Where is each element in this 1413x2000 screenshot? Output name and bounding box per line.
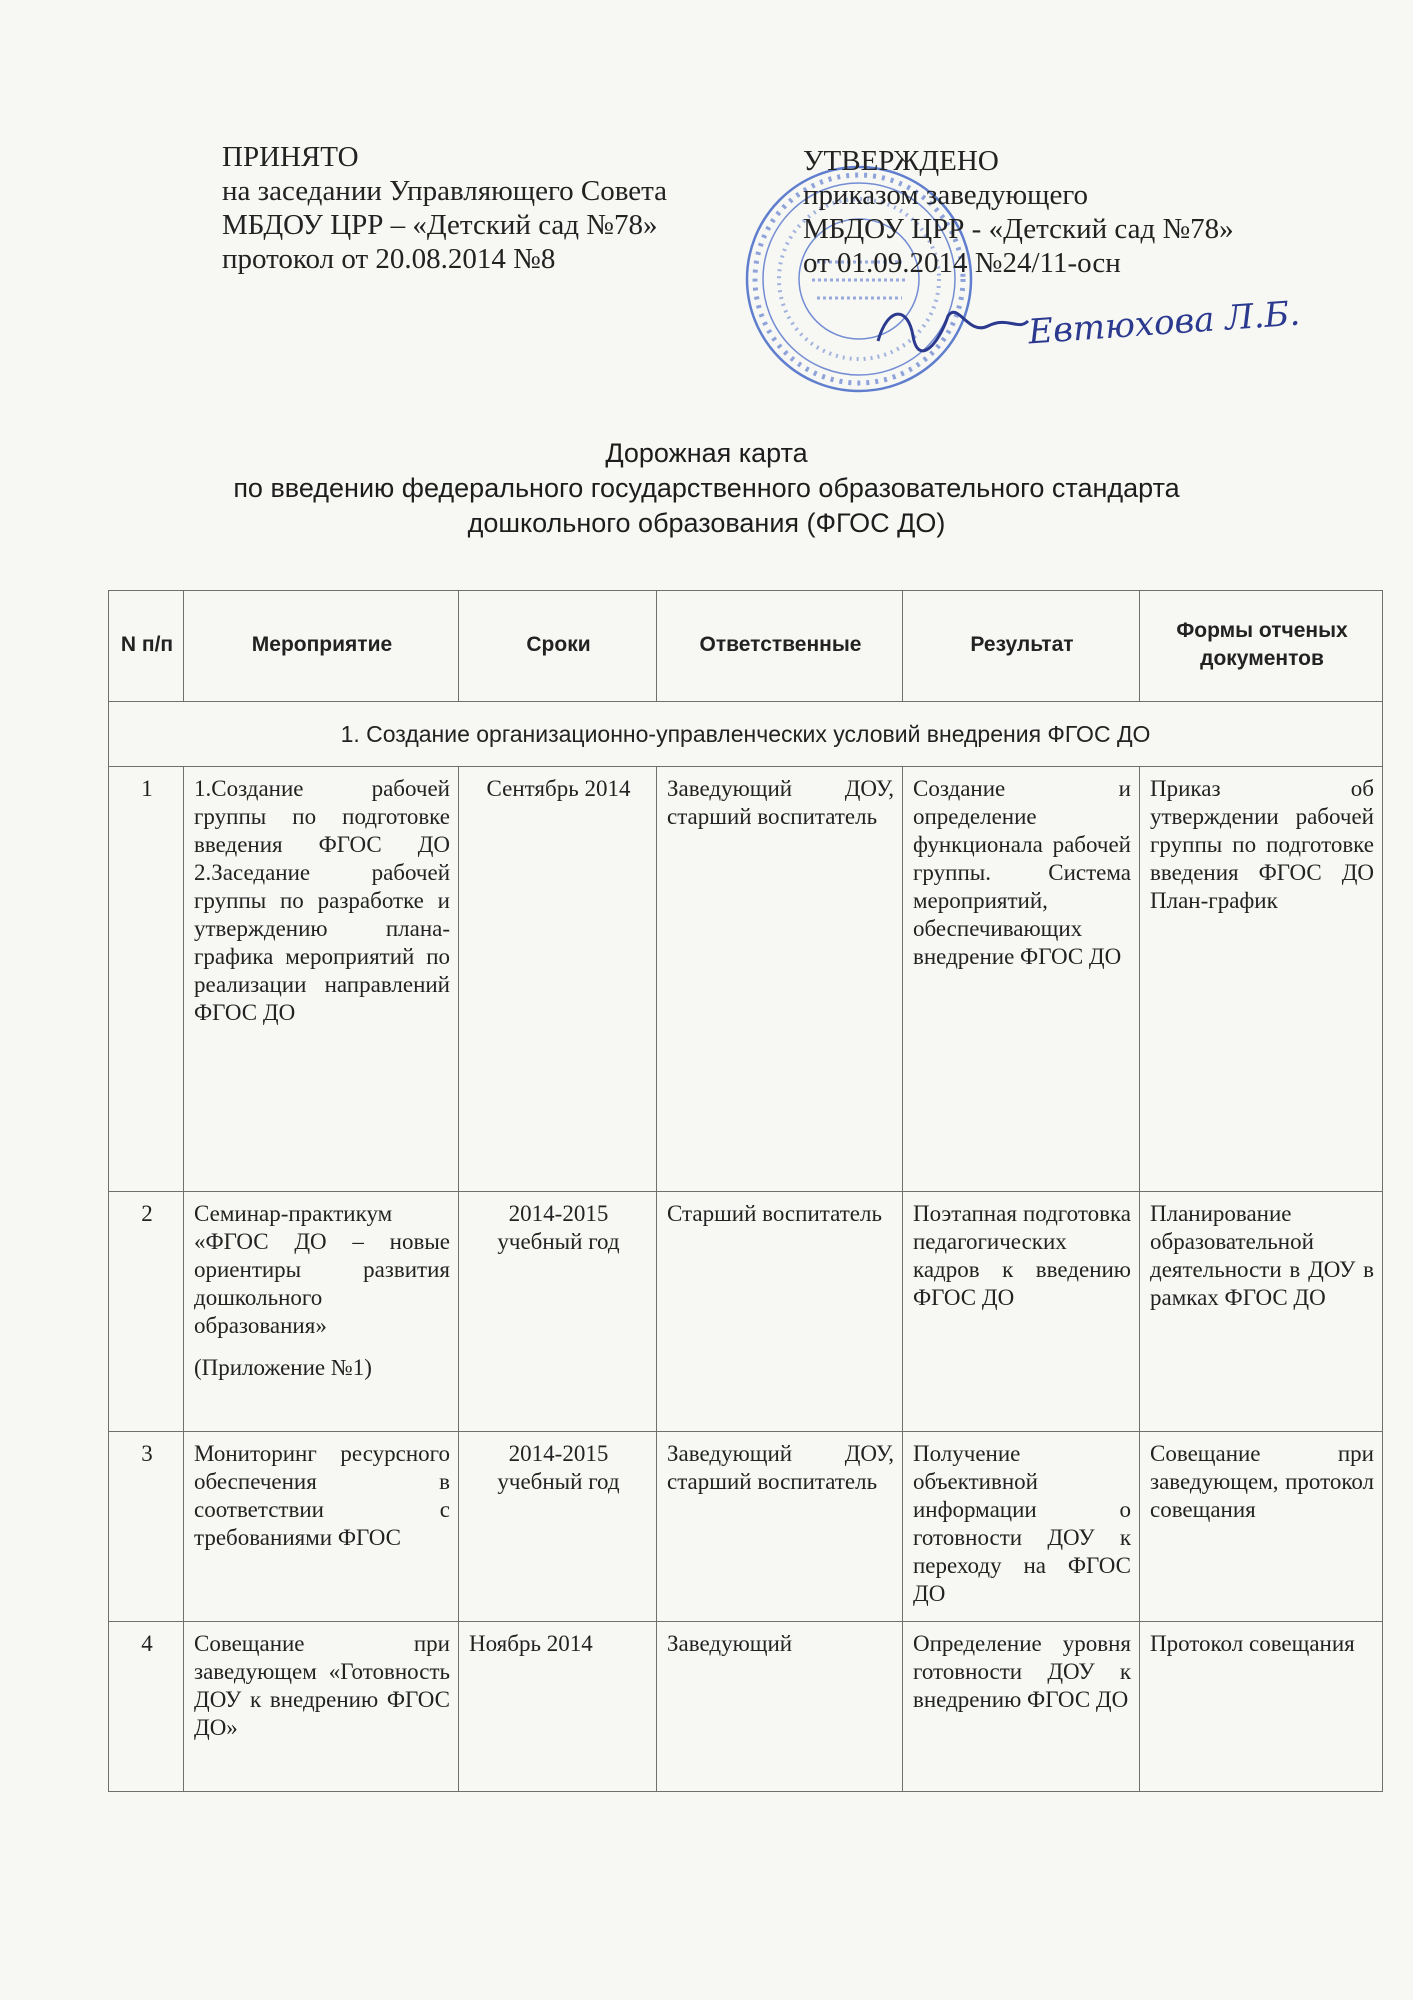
documents-cell: Приказ об утверждении рабочей группы по подготовке введения ФГОС ДО План-график: [1140, 767, 1383, 1192]
title-line: по введению федерального государственного образовательного стандарта: [233, 473, 1180, 503]
result-cell: Получение объективной информации о готовности ДОУ к переходу на ФГОС ДО: [903, 1432, 1140, 1622]
column-header: Сроки: [459, 591, 657, 702]
result-cell: Создание и определение функционала рабочей группы. Система мероприятий, обеспечивающих внедрение ФГОС ДО: [903, 767, 1140, 1192]
signature-name: Евтюхова Л.Б.: [1026, 293, 1302, 353]
approved-block: [803, 144, 1234, 280]
document-title: [0, 436, 1413, 541]
responsible-cell: Заведующий ДОУ, старший воспитатель: [657, 767, 903, 1192]
documents-cell: Совещание при заведующем, протокол совещания: [1140, 1432, 1383, 1622]
deadline-cell: 2014-2015 учебный год: [459, 1432, 657, 1622]
accepted-block: [222, 140, 667, 276]
result-cell: Поэтапная подготовка педагогических кадров к введению ФГОС ДО: [903, 1192, 1140, 1432]
column-header: N п/п: [109, 591, 184, 702]
event-note: (Приложение №1): [194, 1355, 372, 1380]
accepted-line: протокол от 20.08.2014 №8: [222, 243, 556, 275]
row-number: 1: [109, 767, 184, 1192]
table-row: [109, 1192, 1383, 1432]
table-row: [109, 1432, 1383, 1622]
accepted-heading: ПРИНЯТО: [222, 141, 359, 173]
title-line: Дорожная карта: [605, 438, 808, 468]
responsible-cell: Заведующий ДОУ, старший воспитатель: [657, 1432, 903, 1622]
deadline-cell: Сентябрь 2014: [459, 767, 657, 1192]
column-header: Мероприятие: [184, 591, 459, 702]
column-header: Формы отченых документов: [1140, 591, 1383, 702]
approved-line: от 01.09.2014 №24/11-осн: [803, 247, 1121, 279]
responsible-cell: Заведующий: [657, 1622, 903, 1792]
event-cell: Мониторинг ресурсного обеспечения в соответствии с требованиями ФГОС: [184, 1432, 459, 1622]
event-text: Семинар-практикум «ФГОС ДО – новые ориентиры развития дошкольного образования»: [194, 1201, 450, 1338]
accepted-line: на заседании Управляющего Совета: [222, 175, 668, 207]
event-cell: [184, 1192, 459, 1432]
table-row: [109, 767, 1383, 1192]
row-number: 3: [109, 1432, 184, 1622]
table-row: [109, 1622, 1383, 1792]
title-line: дошкольного образования (ФГОС ДО): [467, 508, 946, 538]
roadmap-table: [108, 590, 1383, 1792]
result-cell: Определение уровня готовности ДОУ к внедрению ФГОС ДО: [903, 1622, 1140, 1792]
column-header: Ответственные: [657, 591, 903, 702]
documents-cell: Протокол совещания: [1140, 1622, 1383, 1792]
event-cell: 1.Создание рабочей группы по подготовке введения ФГОС ДО 2.Заседание рабочей группы по разработке и утверждению плана-графика мероприятий по реализации направлений ФГОС ДО: [184, 767, 459, 1192]
section-row: [109, 702, 1383, 767]
accepted-line: МБДОУ ЦРР – «Детский сад №78»: [222, 209, 658, 241]
event-cell: Совещание при заведующем «Готовность ДОУ к внедрению ФГОС ДО»: [184, 1622, 459, 1792]
deadline-cell: 2014-2015 учебный год: [459, 1192, 657, 1432]
documents-cell: Планирование образовательной деятельности в ДОУ в рамках ФГОС ДО: [1140, 1192, 1383, 1432]
row-number: 2: [109, 1192, 184, 1432]
row-number: 4: [109, 1622, 184, 1792]
table-header-row: [109, 591, 1383, 702]
approved-line: МБДОУ ЦРР - «Детский сад №78»: [803, 213, 1234, 245]
column-header: Результат: [903, 591, 1140, 702]
deadline-cell: Ноябрь 2014: [459, 1622, 657, 1792]
approved-line: приказом заведующего: [803, 179, 1089, 211]
responsible-cell: Старший воспитатель: [657, 1192, 903, 1432]
approved-heading: УТВЕРЖДЕНО: [803, 145, 999, 177]
section-title: 1. Создание организационно-управленческих условий внедрения ФГОС ДО: [109, 702, 1383, 767]
